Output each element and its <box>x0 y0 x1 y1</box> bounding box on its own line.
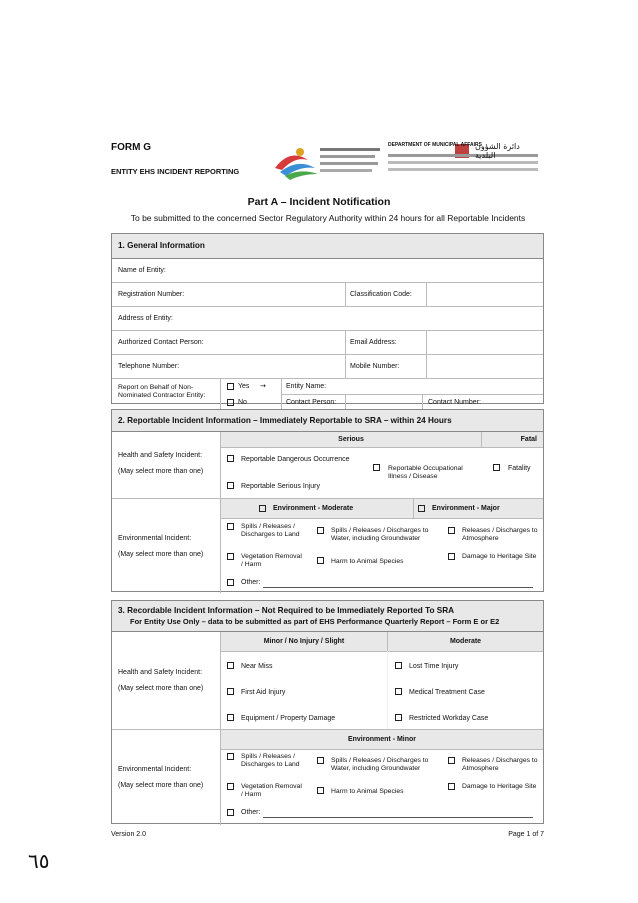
medical-label: Medical Treatment Case <box>409 689 485 696</box>
releases-air-label: Releases / Discharges to Atmosphere <box>462 527 538 542</box>
fatality-label: Fatality <box>508 465 531 472</box>
other-checkbox[interactable] <box>227 579 234 586</box>
spills-water-checkbox[interactable] <box>317 527 324 534</box>
report-behalf-label: Report on Behalf of Non-Nominated Contractor Entity: <box>118 384 206 399</box>
arrow-icon: → <box>260 382 266 390</box>
form-code: FORM G <box>111 142 151 153</box>
entity-name-label: Entity Name: <box>286 383 327 390</box>
email-label: Email Address: <box>350 339 397 346</box>
vegetation-checkbox[interactable] <box>227 553 234 560</box>
heritage-minor-checkbox[interactable] <box>448 783 455 790</box>
near-miss-label: Near Miss <box>241 663 273 670</box>
yes-label: Yes <box>238 383 250 390</box>
hs-incident-label: Health and Safety Incident: <box>118 452 203 459</box>
env-major-label: Environment - Major <box>432 505 500 512</box>
row-hs-incident <box>112 432 543 499</box>
telephone-label: Telephone Number: <box>118 363 180 370</box>
other-minor-checkbox[interactable] <box>227 809 234 816</box>
row-env-incident <box>112 499 543 593</box>
other-input-line[interactable] <box>263 587 533 588</box>
contact-number-label: Contact Number: <box>428 399 481 406</box>
spills-land-minor-label: Spills / Releases / Discharges to Land <box>241 753 300 768</box>
roid-checkbox[interactable] <box>373 464 380 471</box>
rsi-checkbox[interactable] <box>227 482 234 489</box>
medical-checkbox[interactable] <box>395 688 402 695</box>
moderate-header: Moderate <box>388 632 543 652</box>
env-major-checkbox[interactable] <box>418 505 425 512</box>
other-minor-label: Other: <box>241 809 261 816</box>
animal-label: Harm to Animal Species <box>331 558 404 565</box>
spills-land-checkbox[interactable] <box>227 523 234 530</box>
logo-text-ar: دائرة الشؤون البلدية <box>475 142 520 160</box>
vegetation-label: Vegetation Removal / Harm <box>241 553 302 568</box>
hs-note: (May select more than one) <box>118 468 204 475</box>
version-text: Version 2.0 <box>111 831 147 838</box>
heritage-label: Damage to Heritage Site <box>462 553 537 560</box>
releases-air-minor-checkbox[interactable] <box>448 757 455 764</box>
spills-land-minor-checkbox[interactable] <box>227 753 234 760</box>
heritage-minor-label: Damage to Heritage Site <box>462 783 537 790</box>
address-label: Address of Entity: <box>118 315 173 322</box>
serious-header: Serious <box>221 432 482 448</box>
first-aid-checkbox[interactable] <box>227 688 234 695</box>
hs-recordable-note: (May select more than one) <box>118 685 204 692</box>
row-telephone <box>112 355 543 379</box>
spills-land-label: Spills / Releases / Discharges to Land <box>241 523 300 538</box>
row-contractor <box>112 379 543 409</box>
releases-air-checkbox[interactable] <box>448 527 455 534</box>
restricted-label: Restricted Workday Case <box>409 715 489 722</box>
row-address[interactable] <box>112 307 543 331</box>
near-miss-checkbox[interactable] <box>227 662 234 669</box>
section-general-information <box>111 233 544 404</box>
section3-title: 3. Recordable Incident Information – Not Required to be Immediately Reported To SRA <box>118 606 455 615</box>
row-registration <box>112 283 543 307</box>
fatal-header: Fatal <box>482 432 543 448</box>
releases-air-minor-label: Releases / Discharges to Atmosphere <box>462 757 538 772</box>
row-contact <box>112 331 543 355</box>
row-name-entity[interactable] <box>112 259 543 283</box>
rsi-label: Reportable Serious Injury <box>241 483 320 490</box>
department-logo <box>270 138 540 186</box>
registration-number-label: Registration Number: <box>118 291 185 298</box>
page-number: Page 1 of 7 <box>508 831 544 838</box>
row-hs-recordable <box>112 632 543 730</box>
section3-subtitle: For Entity Use Only – data to be submitted as part of EHS Performance Quarterly Report – Form E or E2 <box>130 617 500 626</box>
equipment-checkbox[interactable] <box>227 714 234 721</box>
spills-water-minor-label: Spills / Releases / Discharges to Water, including Groundwater <box>331 757 429 772</box>
env-note: (May select more than one) <box>118 551 204 558</box>
other-label: Other: <box>241 579 261 586</box>
spills-water-minor-checkbox[interactable] <box>317 757 324 764</box>
first-aid-label: First Aid Injury <box>241 689 286 696</box>
vegetation-minor-checkbox[interactable] <box>227 783 234 790</box>
rdo-checkbox[interactable] <box>227 455 234 462</box>
spills-water-label: Spills / Releases / Discharges to Water, including Groundwater <box>331 527 429 542</box>
no-label: No <box>238 399 247 406</box>
section2-title: 2. Reportable Incident Information – Immediately Reportable to SRA – within 24 Hours <box>112 410 543 432</box>
part-title: Part A – Incident Notification <box>247 196 391 208</box>
lost-time-checkbox[interactable] <box>395 662 402 669</box>
fatality-checkbox[interactable] <box>493 464 500 471</box>
section3-header <box>112 601 543 632</box>
authorized-contact-label: Authorized Contact Person: <box>118 339 204 346</box>
vegetation-minor-label: Vegetation Removal / Harm <box>241 783 302 798</box>
heritage-checkbox[interactable] <box>448 553 455 560</box>
other-minor-input-line[interactable] <box>263 817 533 818</box>
section-reportable-incident <box>111 409 544 592</box>
equipment-label: Equipment / Property Damage <box>241 715 336 722</box>
no-checkbox[interactable] <box>227 399 234 406</box>
form-subtitle: ENTITY EHS INCIDENT REPORTING <box>111 167 240 176</box>
section-recordable-incident <box>111 600 544 824</box>
yes-checkbox[interactable] <box>227 383 234 390</box>
row-env-recordable <box>112 730 543 825</box>
name-of-entity-label: Name of Entity: <box>118 267 166 274</box>
part-subtitle: To be submitted to the concerned Sector Regulatory Authority within 24 hours for all Reportable Incidents <box>130 213 526 223</box>
animal-checkbox[interactable] <box>317 557 324 564</box>
env-incident-label: Environmental Incident: <box>118 535 192 542</box>
animal-minor-checkbox[interactable] <box>317 787 324 794</box>
section1-title: 1. General Information <box>112 234 543 259</box>
hs-recordable-label: Health and Safety Incident: <box>118 669 203 676</box>
animal-minor-label: Harm to Animal Species <box>331 788 404 795</box>
env-recordable-note: (May select more than one) <box>118 782 204 789</box>
mobile-label: Mobile Number: <box>350 363 400 370</box>
logo-text-en: DEPARTMENT OF MUNICIPAL AFFAIRS <box>388 142 482 148</box>
page-marker: ٦٥ <box>28 849 50 873</box>
env-minor-header: Environment - Minor <box>221 730 543 750</box>
contact-person-label: Contact Person: <box>286 399 337 406</box>
lost-time-label: Lost Time Injury <box>409 663 459 670</box>
env-moderate-checkbox[interactable] <box>259 505 266 512</box>
minor-header: Minor / No Injury / Slight <box>221 632 388 652</box>
env-moderate-label: Environment - Moderate <box>273 505 354 512</box>
roid-label: Reportable Occupational Illness / Disease <box>388 465 463 480</box>
restricted-checkbox[interactable] <box>395 714 402 721</box>
classification-code-label: Classification Code: <box>350 291 412 298</box>
rdo-label: Reportable Dangerous Occurrence <box>241 456 350 463</box>
env-recordable-label: Environmental Incident: <box>118 766 192 773</box>
